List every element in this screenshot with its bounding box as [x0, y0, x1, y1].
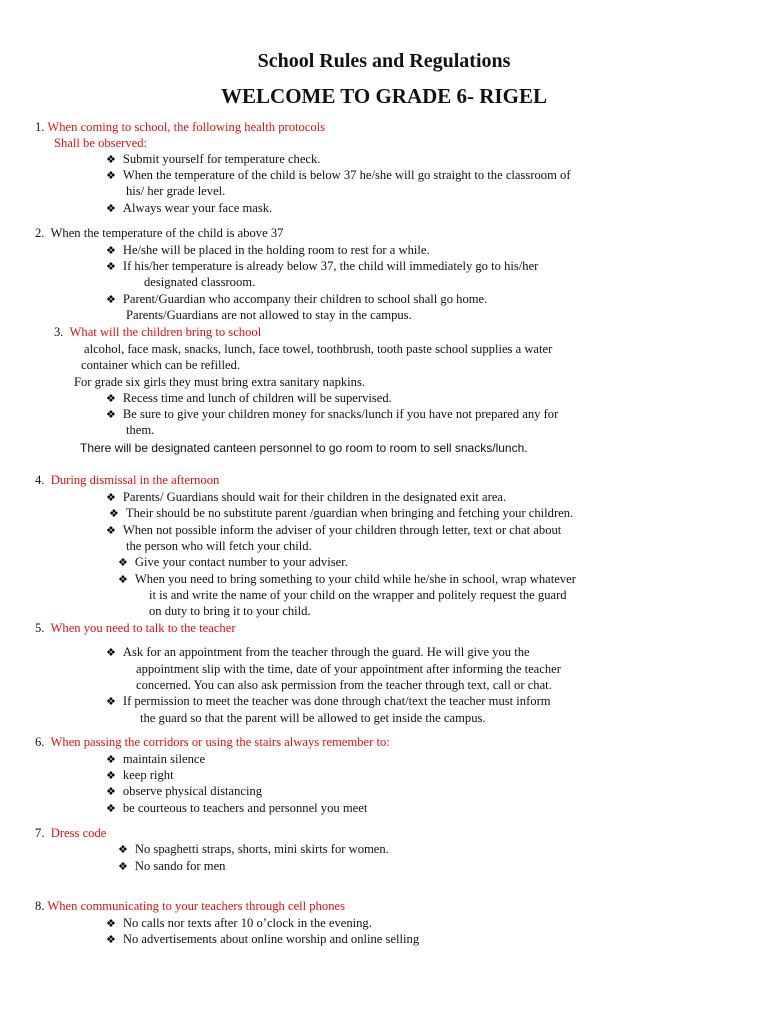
- section-7-heading: [35, 825, 106, 841]
- list-item: ❖ Ask for an appointment from the teacher through the guard. He will give you the: [106, 645, 530, 659]
- section-5-heading: [35, 620, 236, 636]
- section-title: When coming to school, the following health protocols: [47, 120, 326, 134]
- list-item: ❖ No advertisements about online worship and online selling: [106, 932, 420, 946]
- section-number: 6.: [35, 735, 45, 749]
- bullet-icon: ❖: [118, 574, 128, 586]
- section-title: When you need to talk to the teacher: [50, 621, 236, 635]
- list-item-continued: it is and write the name of your child on the wrapper and politely request the guard: [149, 588, 567, 602]
- bullet-icon: ❖: [106, 934, 116, 946]
- list-item: ❖ Submit yourself for temperature check.: [106, 152, 321, 166]
- list-item: ❖ Parents/ Guardians should wait for their children in the designated exit area.: [106, 490, 507, 504]
- list-item-continued: them.: [126, 423, 155, 437]
- section-number: 7.: [35, 826, 45, 840]
- bullet-icon: ❖: [106, 261, 116, 273]
- list-item: ❖ Their should be no substitute parent /guardian when bringing and fetching your children.: [109, 506, 574, 520]
- section-number: 8.: [35, 899, 45, 913]
- bullet-icon: ❖: [106, 803, 116, 815]
- bullet-icon: ❖: [106, 647, 116, 659]
- section-number: 2.: [35, 226, 45, 240]
- list-item: ❖ If permission to meet the teacher was done through chat/text the teacher must inform: [106, 694, 551, 708]
- bullet-icon: ❖: [106, 203, 116, 215]
- bullet-icon: ❖: [118, 844, 128, 856]
- bullet-icon: ❖: [106, 696, 116, 708]
- list-item: ❖ Give your contact number to your adviser.: [118, 555, 348, 569]
- list-item: ❖ No calls nor texts after 10 o’clock in the evening.: [106, 916, 372, 930]
- section-number: 4.: [35, 473, 45, 487]
- list-item-continued: his/ her grade level.: [126, 184, 226, 198]
- list-item-continued: concerned. You can also ask permission from the teacher through text, call or chat.: [136, 678, 552, 692]
- list-item: ❖ be courteous to teachers and personnel you meet: [106, 801, 368, 815]
- list-item: ❖ Always wear your face mask.: [106, 201, 273, 215]
- list-item: ❖ He/she will be placed in the holding room to rest for a while.: [106, 243, 430, 257]
- paragraph-line: For grade six girls they must bring extra sanitary napkins.: [74, 375, 366, 389]
- list-item: ❖ If his/her temperature is already below 37, the child will immediately go to his/her: [106, 259, 539, 273]
- bullet-icon: ❖: [106, 770, 116, 782]
- section-2-heading: [35, 225, 283, 241]
- bullet-icon: ❖: [118, 861, 128, 873]
- section-6-heading: [35, 734, 390, 750]
- section-number: 5.: [35, 621, 45, 635]
- list-item-continued: designated classroom.: [144, 275, 256, 289]
- list-item: ❖ No spaghetti straps, shorts, mini skirts for women.: [118, 842, 389, 856]
- list-item: ❖ Parent/Guardian who accompany their children to school shall go home.: [106, 292, 488, 306]
- list-item-continued: Parents/Guardians are not allowed to stay in the campus.: [126, 308, 412, 322]
- list-item: ❖ When the temperature of the child is below 37 he/she will go straight to the classroom of: [106, 168, 571, 182]
- section-number: 1.: [35, 120, 45, 134]
- paragraph-line: alcohol, face mask, snacks, lunch, face towel, toothbrush, tooth paste school supplies a water: [84, 342, 553, 356]
- bullet-icon: ❖: [106, 525, 116, 537]
- section-8-heading: [35, 898, 345, 914]
- bullet-icon: ❖: [106, 409, 116, 421]
- section-1-heading: [35, 119, 325, 135]
- bullet-icon: ❖: [106, 393, 116, 405]
- document-title: School Rules and Regulations: [257, 50, 511, 72]
- section-4-heading: [35, 472, 219, 488]
- document-subtitle: WELCOME TO GRADE 6- RIGEL: [221, 84, 547, 108]
- bullet-icon: ❖: [109, 508, 119, 520]
- list-item: ❖ When not possible inform the adviser of your children through letter, text or chat about: [106, 523, 562, 537]
- list-item: ❖ Recess time and lunch of children will be supervised.: [106, 391, 392, 405]
- list-item: ❖ observe physical distancing: [106, 784, 263, 798]
- bullet-icon: ❖: [106, 245, 116, 257]
- list-item-continued: the person who will fetch your child.: [126, 539, 312, 553]
- bullet-icon: ❖: [106, 294, 116, 306]
- section-title: When passing the corridors or using the stairs always remember to:: [50, 735, 390, 749]
- section-title: When the temperature of the child is above 37: [50, 226, 284, 240]
- list-item-continued: the guard so that the parent will be allowed to get inside the campus.: [140, 711, 486, 725]
- list-item: ❖ No sando for men: [118, 859, 226, 873]
- section-title: Dress code: [50, 826, 107, 840]
- list-item-continued: appointment slip with the time, date of your appointment after informing the teacher: [136, 662, 561, 676]
- bullet-icon: ❖: [118, 557, 128, 569]
- paragraph-line: container which can be refilled.: [81, 358, 241, 372]
- list-item: ❖ When you need to bring something to your child while he/she in school, wrap whatever: [118, 572, 576, 586]
- section-title-continued: Shall be observed:: [54, 136, 148, 150]
- bullet-icon: ❖: [106, 786, 116, 798]
- bullet-icon: ❖: [106, 154, 116, 166]
- section-3-heading: [54, 324, 261, 340]
- bullet-icon: ❖: [106, 492, 116, 504]
- bullet-icon: ❖: [106, 918, 116, 930]
- section-title: When communicating to your teachers through cell phones: [47, 899, 345, 913]
- section-title: During dismissal in the afternoon: [50, 473, 220, 487]
- list-item: ❖ Be sure to give your children money for snacks/lunch if you have not prepared any for: [106, 407, 559, 421]
- section-number: 3.: [54, 325, 64, 339]
- list-item: ❖ keep right: [106, 768, 174, 782]
- bullet-icon: ❖: [106, 170, 116, 182]
- list-item-continued: on duty to bring it to your child.: [149, 604, 311, 618]
- section-title: What will the children bring to school: [69, 325, 262, 339]
- bullet-icon: ❖: [106, 754, 116, 766]
- paragraph-line: There will be designated canteen personnel to go room to room to sell snacks/lunch.: [80, 441, 528, 455]
- list-item: ❖ maintain silence: [106, 752, 206, 766]
